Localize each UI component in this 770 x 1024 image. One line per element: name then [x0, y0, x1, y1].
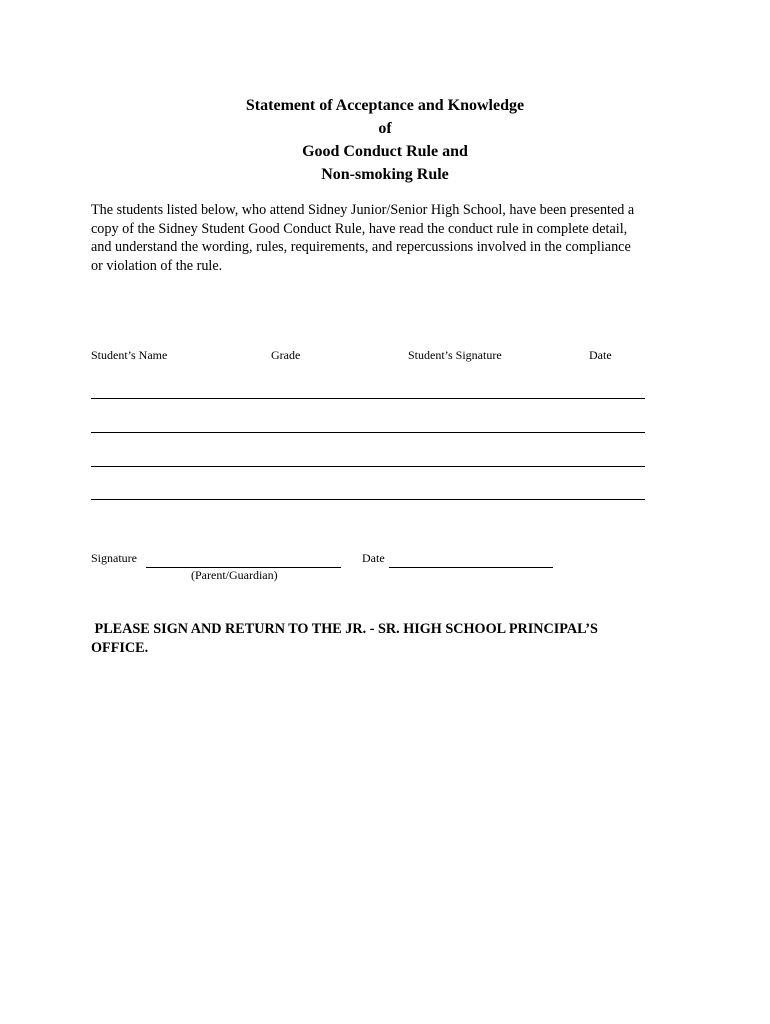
intro-line: The students listed below, who attend Sidney Junior/Senior High School, have been presented a [91, 202, 635, 218]
document-title [0, 94, 770, 186]
intro-line: or violation of the rule. [91, 258, 223, 275]
title-line: of [378, 120, 392, 137]
student-signature-line[interactable] [91, 465, 645, 467]
parent-guardian-label: (Parent/Guardian) [191, 568, 278, 582]
notice-line: OFFICE. [91, 639, 149, 656]
notice-line: PLEASE SIGN AND RETURN TO THE JR. - SR. HIGH SCHOOL PRINCIPAL’S [91, 621, 598, 637]
title-line: Statement of Acceptance and Knowledge [245, 97, 525, 114]
parent-date-label: Date [362, 551, 385, 565]
intro-paragraph [91, 201, 691, 276]
title-line: Good Conduct Rule and [302, 143, 468, 160]
student-signature-line[interactable] [91, 431, 645, 433]
parent-date-field[interactable] [389, 566, 553, 568]
return-instructions [91, 620, 691, 657]
student-signature-line[interactable] [91, 498, 645, 500]
student-name-header: Student’s Name [91, 348, 168, 362]
intro-line: copy of the Sidney Student Good Conduct Rule, have read the conduct rule in complete detail, [91, 220, 628, 237]
parent-signature-label: Signature [91, 551, 137, 565]
intro-line: and understand the wording, rules, requirements, and repercussions involved in the compliance [91, 239, 631, 256]
student-signature-line[interactable] [91, 397, 645, 399]
date-header: Date [589, 348, 612, 362]
title-line: Non-smoking Rule [321, 166, 449, 183]
student-signature-header: Student’s Signature [408, 348, 502, 362]
grade-header: Grade [271, 348, 301, 362]
